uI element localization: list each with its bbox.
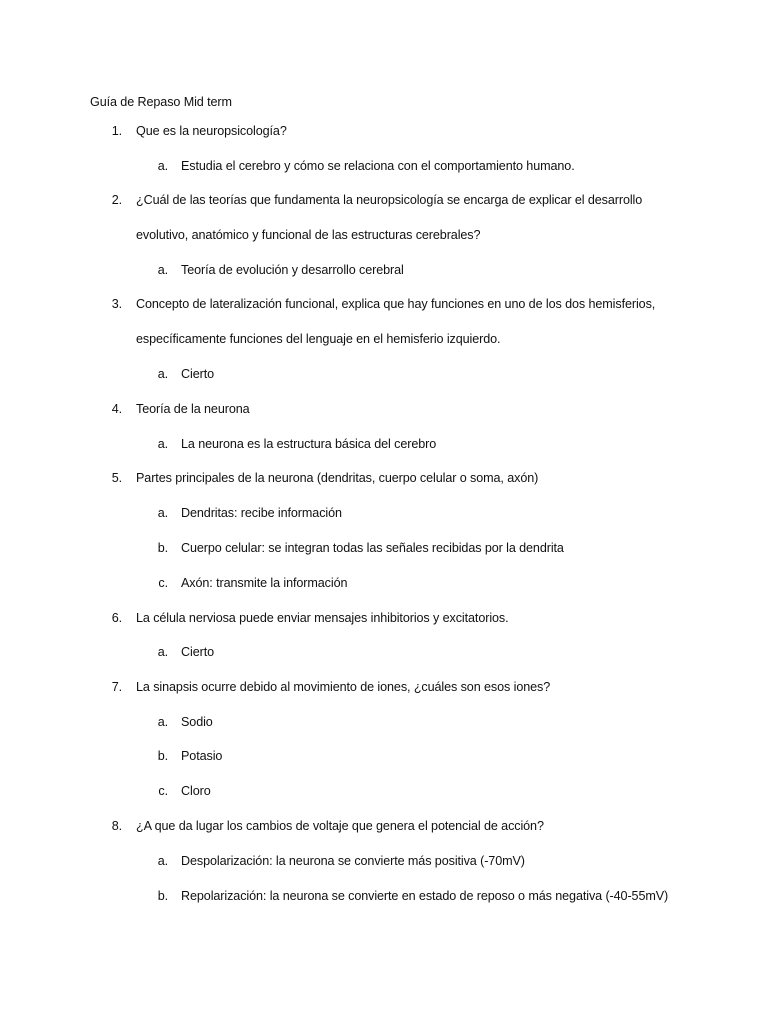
answer-text: Cierto <box>181 367 214 381</box>
answer-letter: a. <box>157 367 168 381</box>
answer-letter: b. <box>157 541 168 555</box>
answer-text: La neurona es la estructura básica del cerebro <box>181 437 437 451</box>
answer-item <box>0 644 768 660</box>
item-question: Concepto de lateralización funcional, explica que hay funciones en uno de los dos hemisferios, <box>136 297 656 311</box>
answer-item <box>0 888 768 904</box>
answer-text: Sodio <box>181 715 213 729</box>
item-question: Que es la neuropsicología? <box>136 124 287 138</box>
answer-item <box>0 366 768 382</box>
answer-letter: a. <box>157 437 168 451</box>
item-number: 8. <box>111 819 122 833</box>
list-item <box>0 610 768 626</box>
item-number: 3. <box>111 297 122 311</box>
answer-text: Repolarización: la neurona se convierte en estado de reposo o más negativa (-40-55mV) <box>181 889 669 903</box>
answer-text: Dendritas: recibe información <box>181 506 342 520</box>
list-item <box>0 401 768 417</box>
item-question: Partes principales de la neurona (dendritas, cuerpo celular o soma, axón) <box>136 471 539 485</box>
list-item <box>0 192 768 208</box>
answer-item <box>0 436 768 452</box>
list-item <box>0 470 768 486</box>
answer-item <box>0 158 768 174</box>
answer-letter: a. <box>157 159 168 173</box>
answer-letter: a. <box>157 715 168 729</box>
answer-item <box>0 783 768 799</box>
answer-text: Estudia el cerebro y cómo se relaciona con el comportamiento humano. <box>181 159 575 173</box>
answer-text: Cuerpo celular: se integran todas las señales recibidas por la dendrita <box>181 541 564 555</box>
item-number: 7. <box>111 680 122 694</box>
answer-letter: b. <box>157 749 168 763</box>
item-number: 5. <box>111 471 122 485</box>
item-question: La célula nerviosa puede enviar mensajes inhibitorios y excitatorios. <box>136 611 509 625</box>
answer-text: Teoría de evolución y desarrollo cerebral <box>181 263 404 277</box>
answer-letter: c. <box>158 784 168 798</box>
answer-letter: a. <box>157 854 168 868</box>
list-item <box>0 818 768 834</box>
item-question: Teoría de la neurona <box>136 402 250 416</box>
answer-item <box>0 505 768 521</box>
item-question: ¿Cuál de las teorías que fundamenta la neuropsicología se encarga de explicar el desarrollo <box>136 193 643 207</box>
answer-text: Axón: transmite la información <box>181 576 348 590</box>
answer-letter: a. <box>157 506 168 520</box>
answer-text: Cloro <box>181 784 211 798</box>
item-number: 1. <box>111 124 122 138</box>
answer-letter: a. <box>157 263 168 277</box>
list-item <box>0 123 768 139</box>
answer-letter: b. <box>157 889 168 903</box>
answer-item <box>0 575 768 591</box>
list-item <box>0 679 768 695</box>
item-question-continuation: evolutivo, anatómico y funcional de las estructuras cerebrales? <box>136 228 481 242</box>
answer-text: Potasio <box>181 749 223 763</box>
answer-letter: a. <box>157 645 168 659</box>
item-number: 2. <box>111 193 122 207</box>
item-question: La sinapsis ocurre debido al movimiento de iones, ¿cuáles son esos iones? <box>136 680 551 694</box>
answer-text: Cierto <box>181 645 214 659</box>
answer-item <box>0 748 768 764</box>
answer-letter: c. <box>158 576 168 590</box>
page-title: Guía de Repaso Mid term <box>90 95 232 109</box>
item-number: 4. <box>111 402 122 416</box>
answer-item <box>0 540 768 556</box>
answer-item <box>0 714 768 730</box>
answer-item <box>0 853 768 869</box>
item-number: 6. <box>111 611 122 625</box>
item-question: ¿A que da lugar los cambios de voltaje que genera el potencial de acción? <box>136 819 544 833</box>
item-question-continuation: específicamente funciones del lenguaje en el hemisferio izquierdo. <box>136 332 501 346</box>
list-item <box>0 296 768 312</box>
answer-text: Despolarización: la neurona se convierte más positiva (-70mV) <box>181 854 525 868</box>
answer-item <box>0 262 768 278</box>
